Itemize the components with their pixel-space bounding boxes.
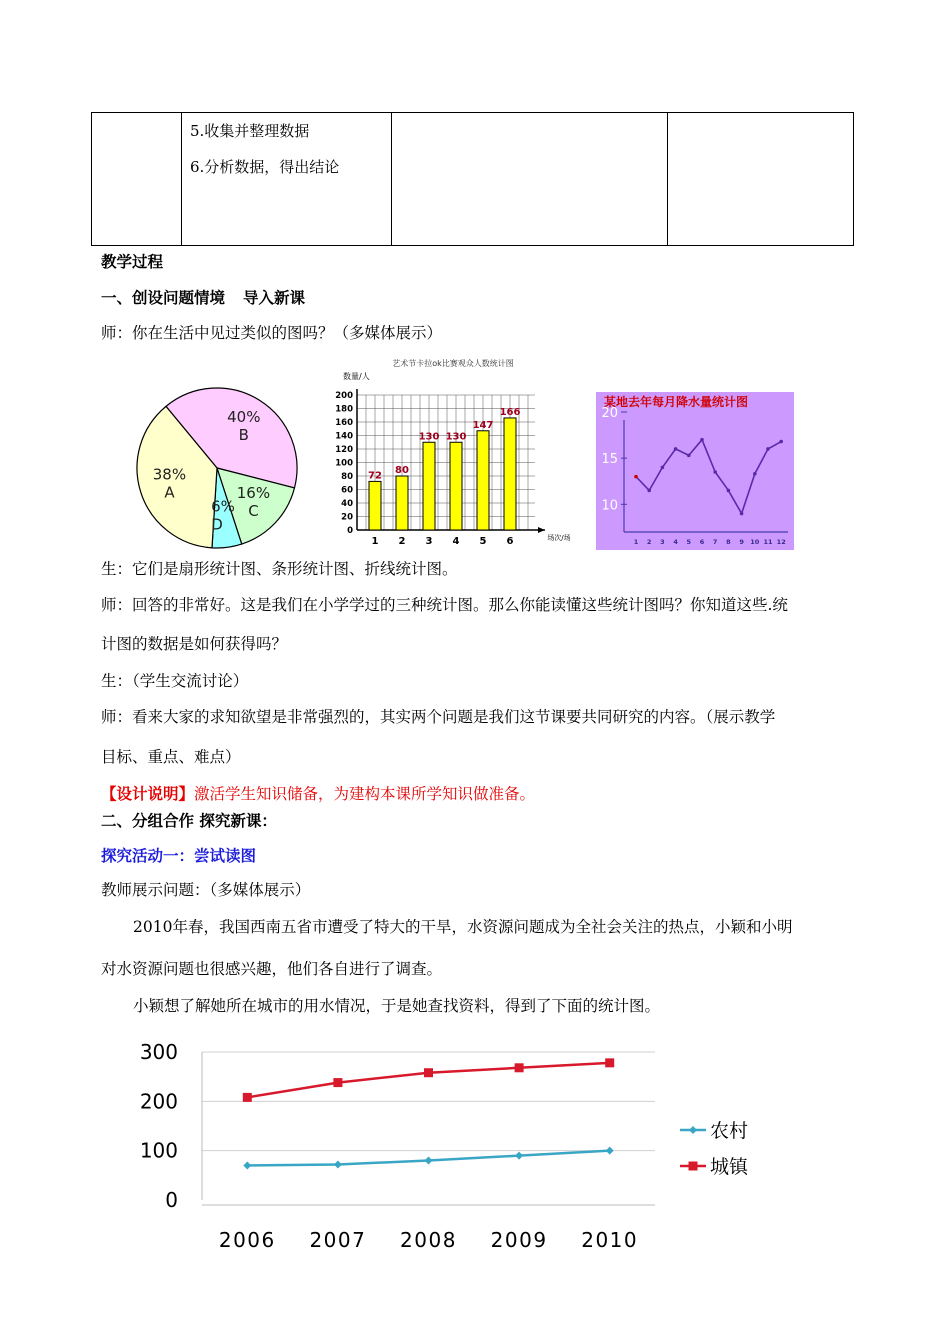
design-note-label: 【设计说明】 [101,785,195,803]
bar-x-arrow [538,527,545,533]
bar-xtick: 4 [452,536,460,547]
water-legend-label: 农村 [710,1120,749,1142]
rain-xtick: 6 [699,538,705,546]
bar-ytick: 100 [335,458,353,469]
water-point [425,1157,433,1165]
bar-ytick: 160 [335,418,353,428]
rain-xtick: 3 [660,538,665,546]
story-line-3: 小颖想了解她所在城市的用水情况，于是她查找资料，得到了下面的统计图。 [133,997,661,1015]
bar-2 [396,476,408,530]
bar-1 [369,481,381,530]
water-ytick: 300 [139,1040,178,1064]
story-line-2: 对水资源问题也很感兴趣，他们各自进行了调查。 [101,960,443,978]
rain-xtick: 2 [646,538,652,546]
teacher-show: 教师展示问题：（多媒体展示） [101,881,311,899]
process-title: 教学过程 [101,253,164,271]
rain-xtick: 10 [750,538,760,546]
rain-xtick: 1 [633,538,639,546]
rain-point [779,440,783,444]
water-point [333,1078,342,1087]
bar-data-label: 80 [395,465,409,476]
bar-data-label: 72 [368,470,382,482]
bar-data-label: 130 [445,431,467,443]
water-xtick: 2010 [581,1228,639,1252]
bar-ytick: 140 [335,431,353,442]
water-series-line-1 [247,1063,609,1098]
water-point [334,1160,342,1168]
list-item: 6.分析数据，得出结论 [190,158,340,176]
rain-point [766,447,770,451]
teacher-question-2-line2: 计图的数据是如何获得吗？ [101,635,288,653]
pie-label-value: 16% [236,484,271,503]
bar-xtick: 2 [398,536,406,547]
plan-table [91,112,854,246]
rain-background [596,392,794,550]
pie-label-category: D [211,515,223,534]
design-note-text: 激活学生知识储备，为建构本课所学知识做准备。 [194,785,536,803]
part2-title: 二、分组合作 探究新课： [101,812,277,830]
rain-point [687,454,691,458]
table-cell [392,113,668,246]
water-ytick: 200 [139,1089,178,1114]
water-ytick: 0 [165,1188,178,1212]
table-cell [92,113,182,246]
bar-ytick: 120 [335,445,353,455]
rain-xtick: 12 [776,538,786,546]
rain-point [647,489,651,493]
water-xtick: 2008 [400,1228,457,1252]
water-use-chart [120,1030,800,1260]
rain-xtick: 11 [763,538,773,546]
bar-ytick: 20 [341,512,353,523]
rain-point [727,489,731,493]
bar-ytick: 0 [347,526,353,536]
bar-data-label: 130 [418,431,440,443]
water-legend-marker [689,1126,697,1134]
pie-label-value: 40% [227,407,261,426]
bar-xlabel: 场次/场 [547,534,571,542]
bar-chart-title: 艺术节卡拉ok比赛观众人数统计图 [392,359,514,368]
bar-xtick: 3 [425,536,433,547]
rain-xtick: 8 [726,538,731,546]
water-legend-label: 城镇 [710,1156,749,1178]
pie-label-category: B [238,425,249,444]
water-legend-marker [689,1162,698,1171]
table-row [92,113,854,246]
rain-xtick: 9 [739,538,744,546]
rain-title: 某地去年每月降水量统计图 [604,395,749,409]
bar-ytick: 180 [335,404,353,415]
pie-label-category: A [164,483,175,502]
pie-label-value: 38% [152,465,187,484]
bar-data-label: 166 [499,406,521,418]
rain-ytick: 20 [601,406,618,421]
bar-data-label: 147 [472,419,494,431]
water-point [243,1093,252,1102]
rain-ytick: 15 [601,452,618,468]
design-note [101,784,535,804]
bar-ylabel: 数量/人 [343,372,370,381]
rainfall-chart [596,392,794,550]
rain-point [740,512,744,516]
bar-xtick: 5 [479,536,487,547]
bar-6 [504,418,516,530]
part1-title-tail: 导入新课 [243,289,306,307]
bar-chart [323,355,571,550]
rain-point [713,470,717,474]
bar-ytick: 200 [335,391,353,401]
water-point [605,1058,614,1067]
bar-xtick: 6 [506,536,514,547]
list-item: 5.收集并整理数据 [190,122,310,140]
bar-3 [423,442,435,530]
rain-point [634,475,638,479]
table-cell [668,113,854,246]
pie-label-category: C [248,502,259,521]
bar-4 [450,442,462,530]
rain-xtick: 5 [686,538,692,546]
teacher-question-1: 师：你在生活中见过类似的图吗？（多媒体展示） [101,324,443,342]
rain-point [753,472,757,476]
student-answer-1: 生：它们是扇形统计图、条形统计图、折线统计图。 [101,560,458,578]
water-xtick: 2007 [309,1228,367,1252]
bar-ytick: 40 [341,499,353,509]
rain-xtick: 7 [712,538,718,546]
water-point [606,1147,614,1155]
bar-xtick: 1 [371,536,379,547]
rain-point [674,447,678,451]
rain-point [661,466,665,470]
bar-5 [477,431,489,530]
water-point [515,1152,523,1160]
part1-title-head: 一、创设问题情境 [101,289,226,307]
rain-xtick: 4 [673,538,678,546]
water-ytick: 100 [139,1138,178,1163]
water-xtick: 2009 [490,1228,548,1252]
teacher-question-2-line1: 师：回答的非常好。这是我们在小学学过的三种统计图。那么你能读懂这些统计图吗？你知道这些.统 [101,596,788,614]
pie-label-value: 6% [211,497,235,516]
table-cell [182,113,392,246]
activity1-title: 探究活动一：尝试读图 [101,847,257,865]
part1-title [101,288,305,308]
water-point [515,1063,524,1072]
student-answer-2: 生：（学生交流讨论） [101,672,249,690]
bar-ytick: 60 [341,485,353,496]
pie-chart [134,388,300,550]
story-line-1: 2010年春，我国西南五省市遭受了特大的干旱，水资源问题成为全社会关注的热点，小颖和小明 [133,918,793,936]
water-point [424,1068,433,1077]
bar-ytick: 80 [341,472,353,482]
water-xtick: 2006 [218,1228,276,1252]
rain-point [700,438,704,442]
teacher-question-3-line2: 目标、重点、难点） [101,748,241,766]
rain-ytick: 10 [601,498,618,514]
water-point [243,1161,251,1169]
teacher-question-3-line1: 师：看来大家的求知欲望是非常强烈的，其实两个问题是我们这节课要共同研究的内容。（展示教学 [101,708,776,726]
